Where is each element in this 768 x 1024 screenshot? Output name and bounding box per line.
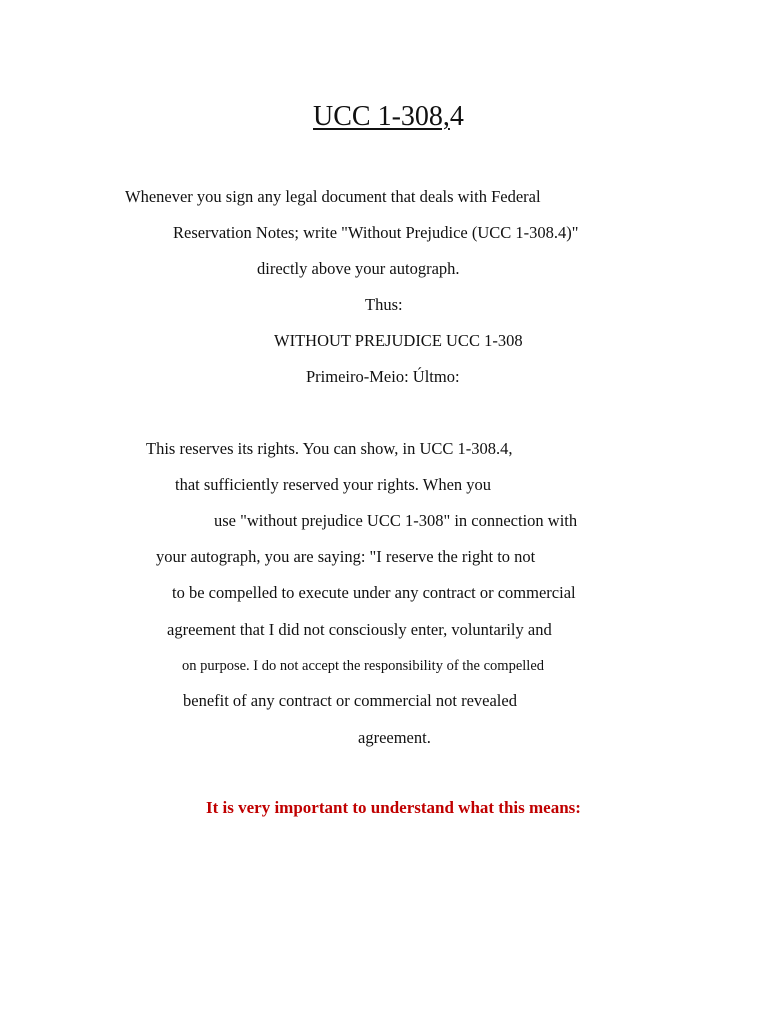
intro-line-1: Whenever you sign any legal document that deals with Federal xyxy=(125,187,541,206)
body-line-6: agreement that I did not consciously enter, voluntarily and xyxy=(167,620,552,639)
title-underlined-part: UCC 1-308, xyxy=(313,101,450,132)
name-line: Primeiro-Meio: Últmo: xyxy=(306,367,460,386)
page-title xyxy=(313,100,464,134)
body-line-3: use "without prejudice UCC 1-308" in connection with xyxy=(214,511,578,530)
body-line-9: agreement. xyxy=(358,728,431,747)
body-line-8: benefit of any contract or commercial not revealed xyxy=(183,691,517,710)
body-line-4: your autograph, you are saying: "I reserve the right to not xyxy=(156,547,536,566)
example-line: WITHOUT PREJUDICE UCC 1-308 xyxy=(274,331,523,350)
body-line-7: on purpose. I do not accept the responsibility of the compelled xyxy=(182,658,545,674)
intro-line-2: Reservation Notes; write "Without Prejudice (UCC 1-308.4)" xyxy=(173,223,579,242)
intro-line-3: directly above your autograph. xyxy=(257,259,460,278)
body-line-1: This reserves its rights. You can show, in UCC 1-308.4, xyxy=(146,439,513,458)
title-rest: 4 xyxy=(449,101,464,132)
warning-text: It is very important to understand what this means: xyxy=(206,798,581,817)
body-line-5: to be compelled to execute under any contract or commercial xyxy=(172,583,576,602)
thus-label: Thus: xyxy=(365,295,403,314)
body-line-2: that sufficiently reserved your rights. When you xyxy=(175,475,492,494)
